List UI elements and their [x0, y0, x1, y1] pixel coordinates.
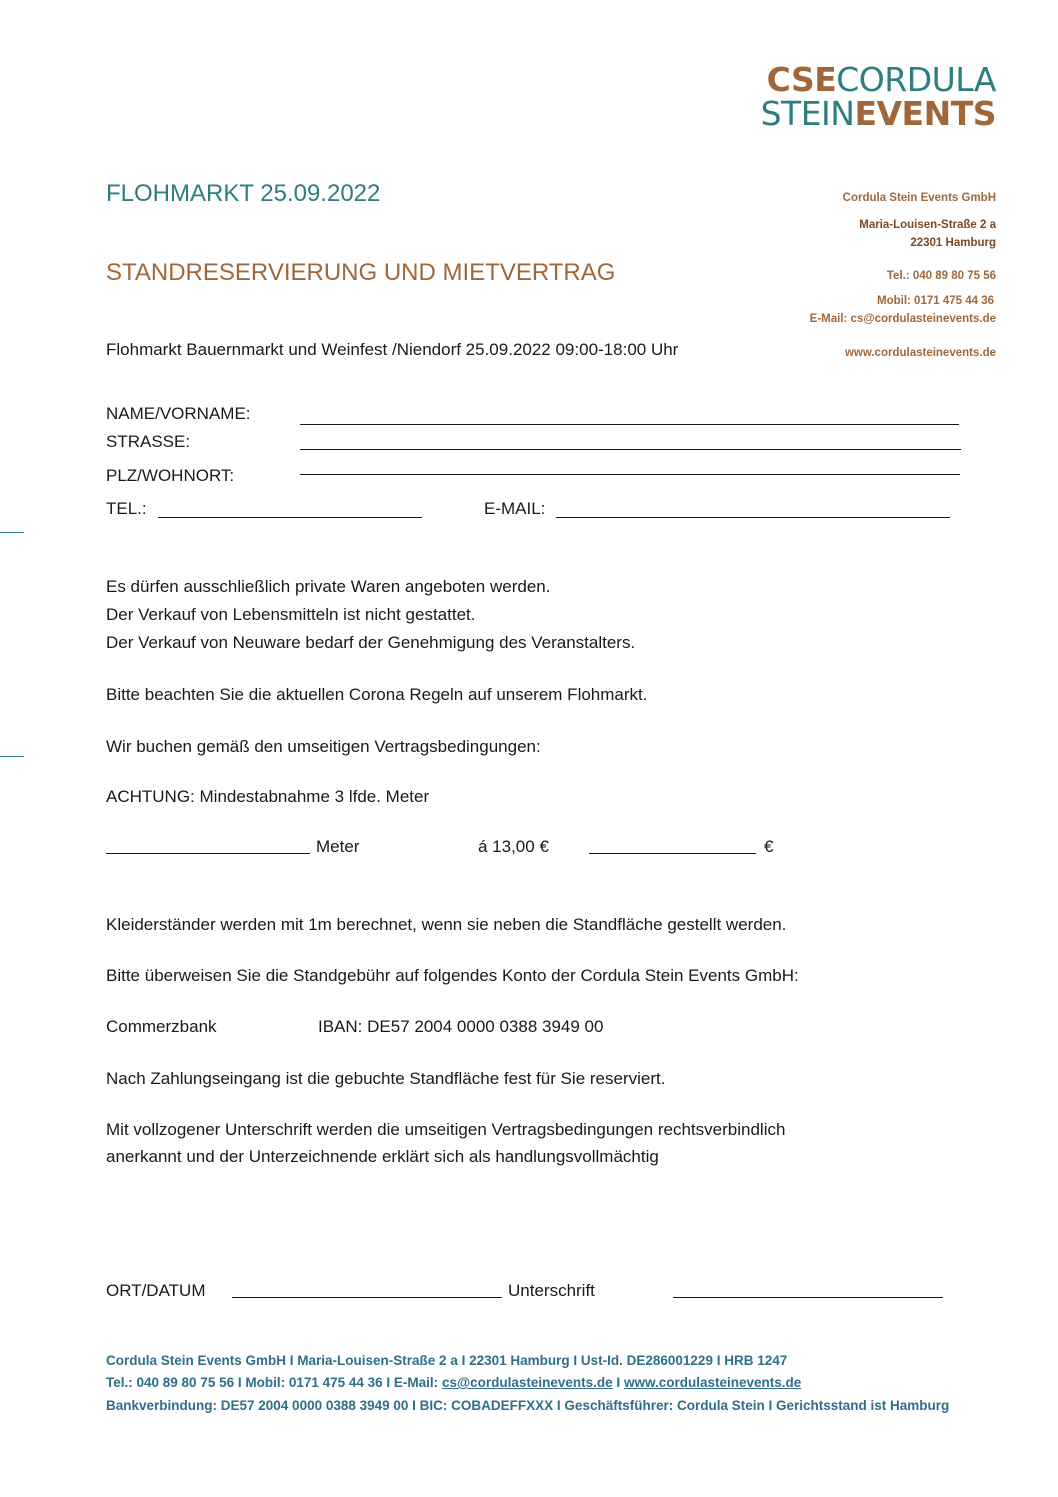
fold-mark-top — [0, 532, 24, 533]
name-field[interactable] — [300, 424, 959, 425]
company-website: www.cordulasteinevents.de — [844, 347, 996, 359]
footer-website-link[interactable]: www.cordulasteinevents.de — [623, 1375, 802, 1390]
footer-bank-line: Bankverbindung: DE57 2004 0000 0388 3949 00 I BIC: COBADEFFXXX I Geschäftsführer: Cordula Stein I Gerichtsstand ist Hamburg — [106, 1398, 950, 1413]
company-name: Cordula Stein Events GmbH — [842, 192, 996, 204]
logo — [760, 60, 996, 133]
rule-private-goods: Es dürfen ausschließlich private Waren angeboten werden. — [106, 577, 551, 596]
logo-line-1 — [761, 60, 996, 99]
footer-company-line: Cordula Stein Events GmbH I Maria-Louisen-Straße 2 a I 22301 Hamburg I Ust-Id. DE286001229 I HRB 1247 — [106, 1353, 788, 1368]
name-label: NAME/VORNAME: — [106, 404, 251, 423]
company-email: E-Mail: cs@cordulasteinevents.de — [809, 313, 996, 325]
place-date-label: ORT/DATUM — [106, 1281, 206, 1300]
clothes-rack-notice: Kleiderständer werden mit 1m berechnet, wenn sie neben die Standfläche gestellt werden. — [106, 915, 787, 934]
phone-field[interactable] — [158, 517, 422, 518]
logo-cse: CSE — [766, 60, 837, 99]
currency-symbol: € — [764, 837, 774, 856]
phone-label: TEL.: — [106, 499, 147, 518]
street-field[interactable] — [300, 449, 961, 450]
bank-iban: IBAN: DE57 2004 0000 0388 3949 00 — [318, 1017, 604, 1036]
street-label: STRASSE: — [106, 432, 191, 451]
booking-statement: Wir buchen gemäß den umseitigen Vertragsbedingungen: — [106, 737, 541, 756]
corona-notice: Bitte beachten Sie die aktuellen Corona Regeln auf unserem Flohmarkt. — [106, 685, 648, 704]
minimum-notice: ACHTUNG: Mindestabnahme 3 lfde. Meter — [106, 787, 430, 806]
signature-label: Unterschrift — [508, 1281, 595, 1300]
logo-line-2 — [760, 94, 996, 133]
total-field[interactable] — [589, 853, 756, 854]
place-date-field[interactable] — [232, 1297, 502, 1298]
signature-text-line-1: Mit vollzogener Unterschrift werden die umseitigen Vertragsbedingungen rechtsverbindlich — [106, 1120, 786, 1139]
reservation-notice: Nach Zahlungseingang ist die gebuchte Standfläche fest für Sie reserviert. — [106, 1069, 666, 1088]
footer-contact-separator: I — [612, 1375, 624, 1390]
price-per-meter: á 13,00 € — [478, 837, 549, 856]
signature-text-line-2: anerkannt und der Unterzeichnende erklärt sich als handlungsvollmächtig — [106, 1147, 659, 1166]
email-label: E-MAIL: — [484, 499, 546, 518]
city-label: PLZ/WOHNORT: — [106, 466, 235, 485]
email-field[interactable] — [556, 517, 950, 518]
meter-label: Meter — [316, 837, 360, 856]
company-street: Maria-Louisen-Straße 2 a — [859, 219, 996, 231]
city-field[interactable] — [300, 474, 960, 475]
rule-no-food: Der Verkauf von Lebensmitteln ist nicht gestattet. — [106, 605, 476, 624]
rule-new-goods: Der Verkauf von Neuware bedarf der Genehmigung des Veranstalters. — [106, 633, 636, 652]
logo-cordula: CORDULA — [836, 60, 996, 99]
company-phone: Tel.: 040 89 80 75 56 — [886, 270, 996, 282]
transfer-notice: Bitte überweisen Sie die Standgebühr auf folgendes Konto der Cordula Stein Events GmbH: — [106, 966, 799, 985]
event-line: Flohmarkt Bauernmarkt und Weinfest /Niendorf 25.09.2022 09:00-18:00 Uhr — [106, 340, 679, 359]
footer-contact-prefix: Tel.: 040 89 80 75 56 I Mobil: 0171 475 44 36 I E-Mail: — [106, 1375, 442, 1390]
meter-field[interactable] — [106, 853, 310, 854]
footer-email-link[interactable]: cs@cordulasteinevents.de — [441, 1375, 613, 1390]
logo-events: EVENTS — [854, 94, 996, 133]
bank-name: Commerzbank — [106, 1017, 217, 1036]
fold-mark-bottom — [0, 756, 24, 757]
page-subtitle: STANDRESERVIERUNG UND MIETVERTRAG — [106, 259, 616, 286]
signature-field[interactable] — [673, 1297, 943, 1298]
company-city: 22301 Hamburg — [910, 237, 996, 249]
footer-contact-line — [106, 1375, 801, 1390]
logo-stein: STEIN — [760, 94, 855, 133]
company-mobile: Mobil: 0171 475 44 36 — [877, 295, 994, 307]
page-title: FLOHMARKT 25.09.2022 — [106, 180, 381, 207]
